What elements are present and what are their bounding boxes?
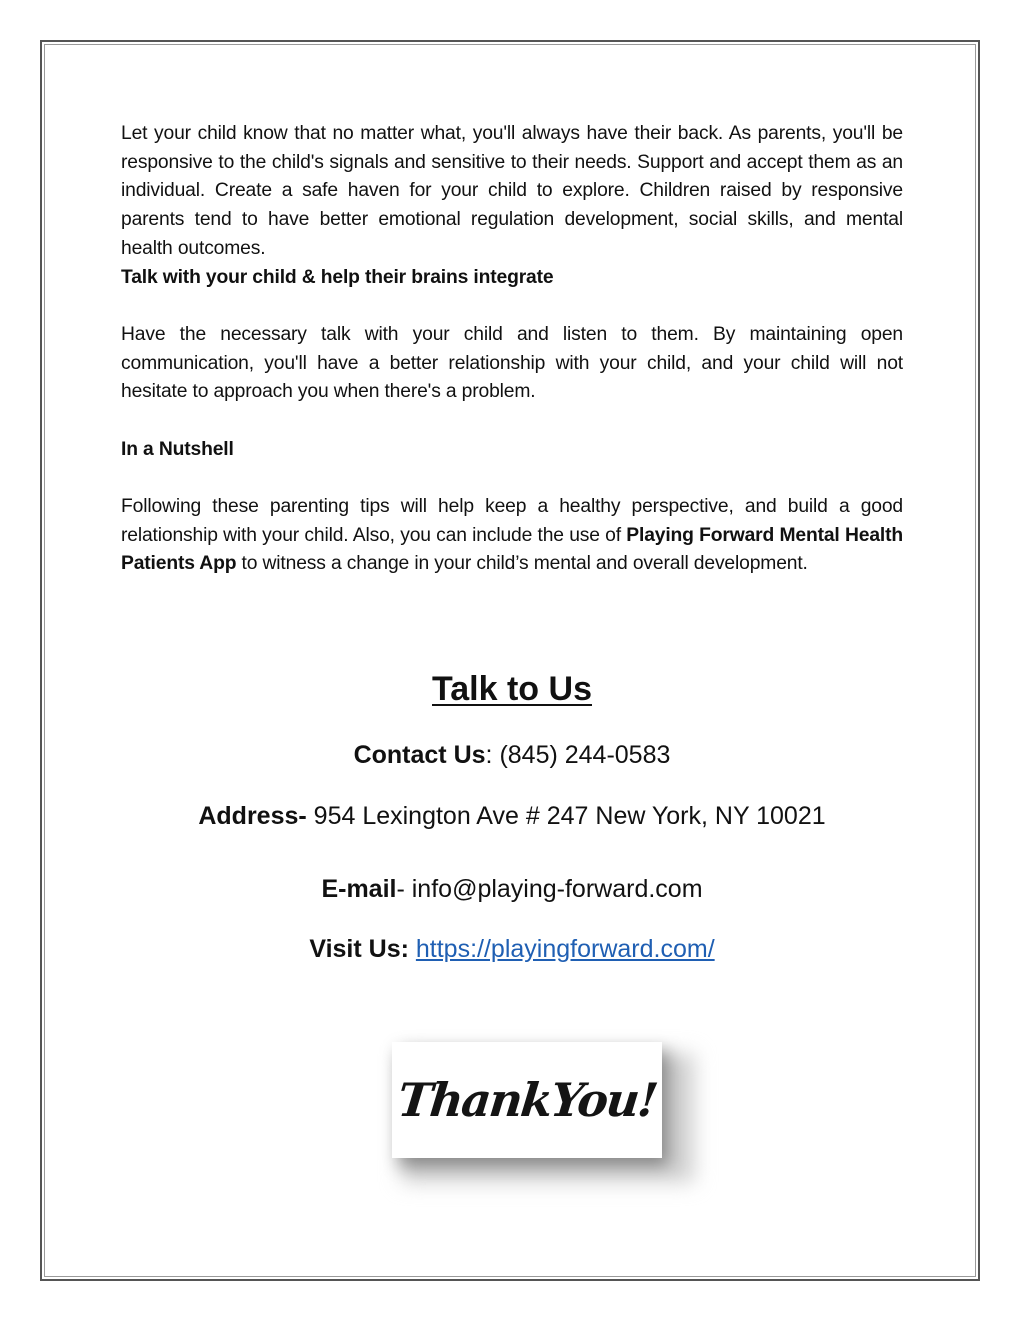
summary-text-after: to witness a change in your child’s mental and overall development. xyxy=(236,553,808,575)
address-line xyxy=(0,800,1024,832)
visit-label: Visit Us: xyxy=(309,935,409,963)
paragraph-responsive-parenting xyxy=(121,120,903,292)
summary-text-before: Following these parenting tips will help keep a healthy perspective, and build a good relationship with your child. Also, you can include the use of xyxy=(121,496,903,546)
paragraph-text: Let your child know that no matter what, you'll always have their back. As parents, you'll be responsive to the child's signals and sensitive to their needs. Support and accept them as an individual. Create a safe haven for your child to explore. Children raised by responsive parents tend to have better emotional regulation development, social skills, and mental health outcomes. xyxy=(121,123,903,259)
phone-line xyxy=(0,739,1024,771)
address-label: Address- xyxy=(198,802,307,830)
paragraph-communication: Have the necessary talk with your child and listen to them. By maintaining open communication, you'll have a better relationship with your child, and your child will not hesitate to approach you when there's a problem. xyxy=(121,324,903,403)
email-value: - info@playing-forward.com xyxy=(396,875,703,903)
address-value: 954 Lexington Ave # 247 New York, NY 10021 xyxy=(306,802,826,830)
app-name: Playing Forward Mental Health Patients App xyxy=(121,524,903,575)
paragraph-summary xyxy=(121,493,903,579)
phone-value: : (845) 244-0583 xyxy=(485,741,671,769)
thank-you-card xyxy=(392,1042,662,1158)
thank-you-text: ThankYou! xyxy=(395,1073,659,1127)
email-line xyxy=(0,873,1024,905)
contact-title-text: Talk to Us xyxy=(432,670,592,708)
website-link[interactable]: https://playingforward.com/ xyxy=(415,935,715,963)
phone-label: Contact Us xyxy=(353,741,486,769)
contact-title xyxy=(0,668,1024,710)
section-heading-nutshell: In a Nutshell xyxy=(121,439,234,460)
section-heading-talk-with-child: Talk with your child & help their brains integrate xyxy=(121,266,554,288)
website-line xyxy=(0,933,1024,965)
email-label: E-mail xyxy=(321,875,397,903)
